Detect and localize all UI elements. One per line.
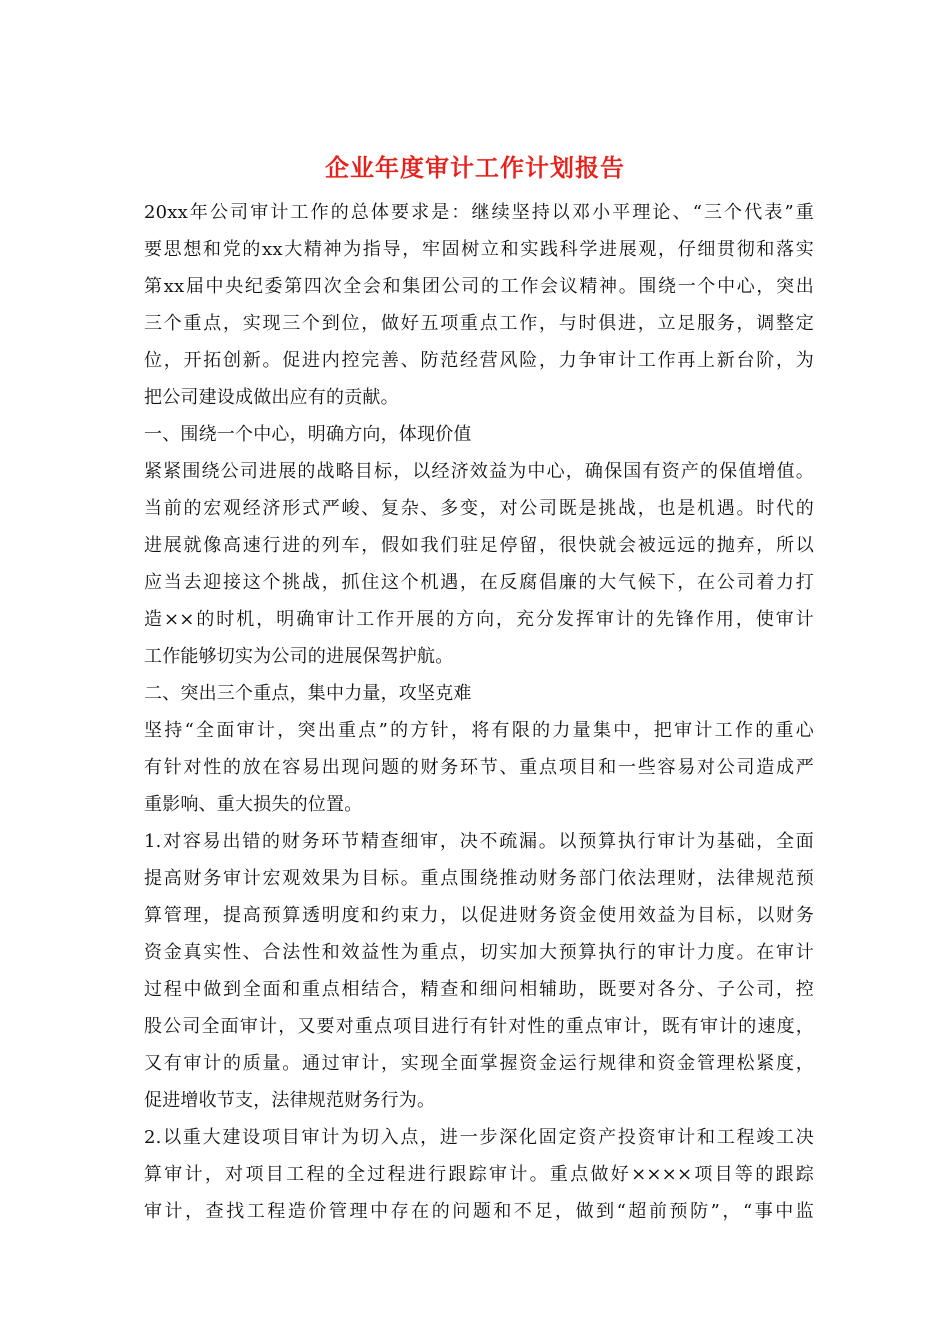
- text-line: 第xx届中央纪委第四次全会和集团公司的工作会议精神。围绕一个中心，突出: [144, 276, 814, 297]
- text-line: 当前的宏观经济形式严峻、复杂、多变，对公司既是挑战，也是机遇。时代的: [144, 498, 814, 519]
- text-line: 过程中做到全面和重点相结合，精查和细问相辅助，既要对各分、子公司，控: [144, 979, 814, 1000]
- text-line: 又有审计的质量。通过审计，实现全面掌握资金运行规律和资金管理松紧度，: [144, 1053, 814, 1074]
- text-line: 三个重点，实现三个到位，做好五项重点工作，与时俱进，立足服务，调整定: [144, 313, 814, 334]
- text-line: 二、突出三个重点，集中力量，攻坚克难: [144, 683, 472, 704]
- text-line: 应当去迎接这个挑战，抓住这个机遇，在反腐倡廉的大气候下，在公司着力打: [144, 572, 814, 593]
- text-line: 位，开拓创新。促进内控完善、防范经营风险，力争审计工作再上新台阶，为: [144, 350, 814, 371]
- text-line: 算审计，对项目工程的全过程进行跟踪审计。重点做好××××项目等的跟踪: [144, 1164, 814, 1185]
- text-line: 重影响、重大损失的位置。: [144, 794, 363, 815]
- text-line: 2.以重大建设项目审计为切入点，进一步深化固定资产投资审计和工程竣工决: [144, 1127, 814, 1148]
- text-line: 提高财务审计宏观效果为目标。重点围绕推动财务部门依法理财，法律规范预: [144, 868, 814, 889]
- text-line: 有针对性的放在容易出现问题的财务环节、重点项目和一些容易对公司造成严: [144, 757, 814, 778]
- text-line: 把公司建设成做出应有的贡献。: [144, 387, 399, 408]
- text-line: 审计，查找工程造价管理中存在的问题和不足，做到“超前预防”，“事中监: [144, 1201, 814, 1222]
- text-line: 20xx年公司审计工作的总体要求是：继续坚持以邓小平理论、“三个代表”重: [144, 202, 814, 223]
- text-line: 股公司全面审计，又要对重点项目进行有针对性的重点审计，既有审计的速度，: [144, 1016, 814, 1037]
- text-line: 一、围绕一个中心，明确方向，体现价值: [144, 424, 472, 445]
- document-title: 企业年度审计工作计划报告: [325, 153, 625, 182]
- text-line: 资金真实性、合法性和效益性为重点，切实加大预算执行的审计力度。在审计: [144, 942, 814, 963]
- text-line: 要思想和党的xx大精神为指导，牢固树立和实践科学进展观，仔细贯彻和落实: [144, 239, 814, 260]
- text-line: 工作能够切实为公司的进展保驾护航。: [144, 646, 454, 667]
- text-line: 造××的时机，明确审计工作开展的方向，充分发挥审计的先锋作用，使审计: [144, 609, 814, 630]
- text-line: 紧紧围绕公司进展的战略目标，以经济效益为中心，确保国有资产的保值增值。: [144, 461, 814, 482]
- text-line: 促进增收节支，法律规范财务行为。: [144, 1090, 436, 1111]
- text-line: 1.对容易出错的财务环节精查细审，决不疏漏。以预算执行审计为基础，全面: [144, 831, 814, 852]
- text-line: 算管理，提高预算透明度和约束力，以促进财务资金使用效益为目标，以财务: [144, 905, 814, 926]
- document-body: [144, 194, 814, 1230]
- text-line: 进展就像高速行进的列车，假如我们驻足停留，很快就会被远远的抛弃，所以: [144, 535, 814, 556]
- text-line: 坚持“全面审计，突出重点”的方针，将有限的力量集中，把审计工作的重心: [144, 720, 814, 741]
